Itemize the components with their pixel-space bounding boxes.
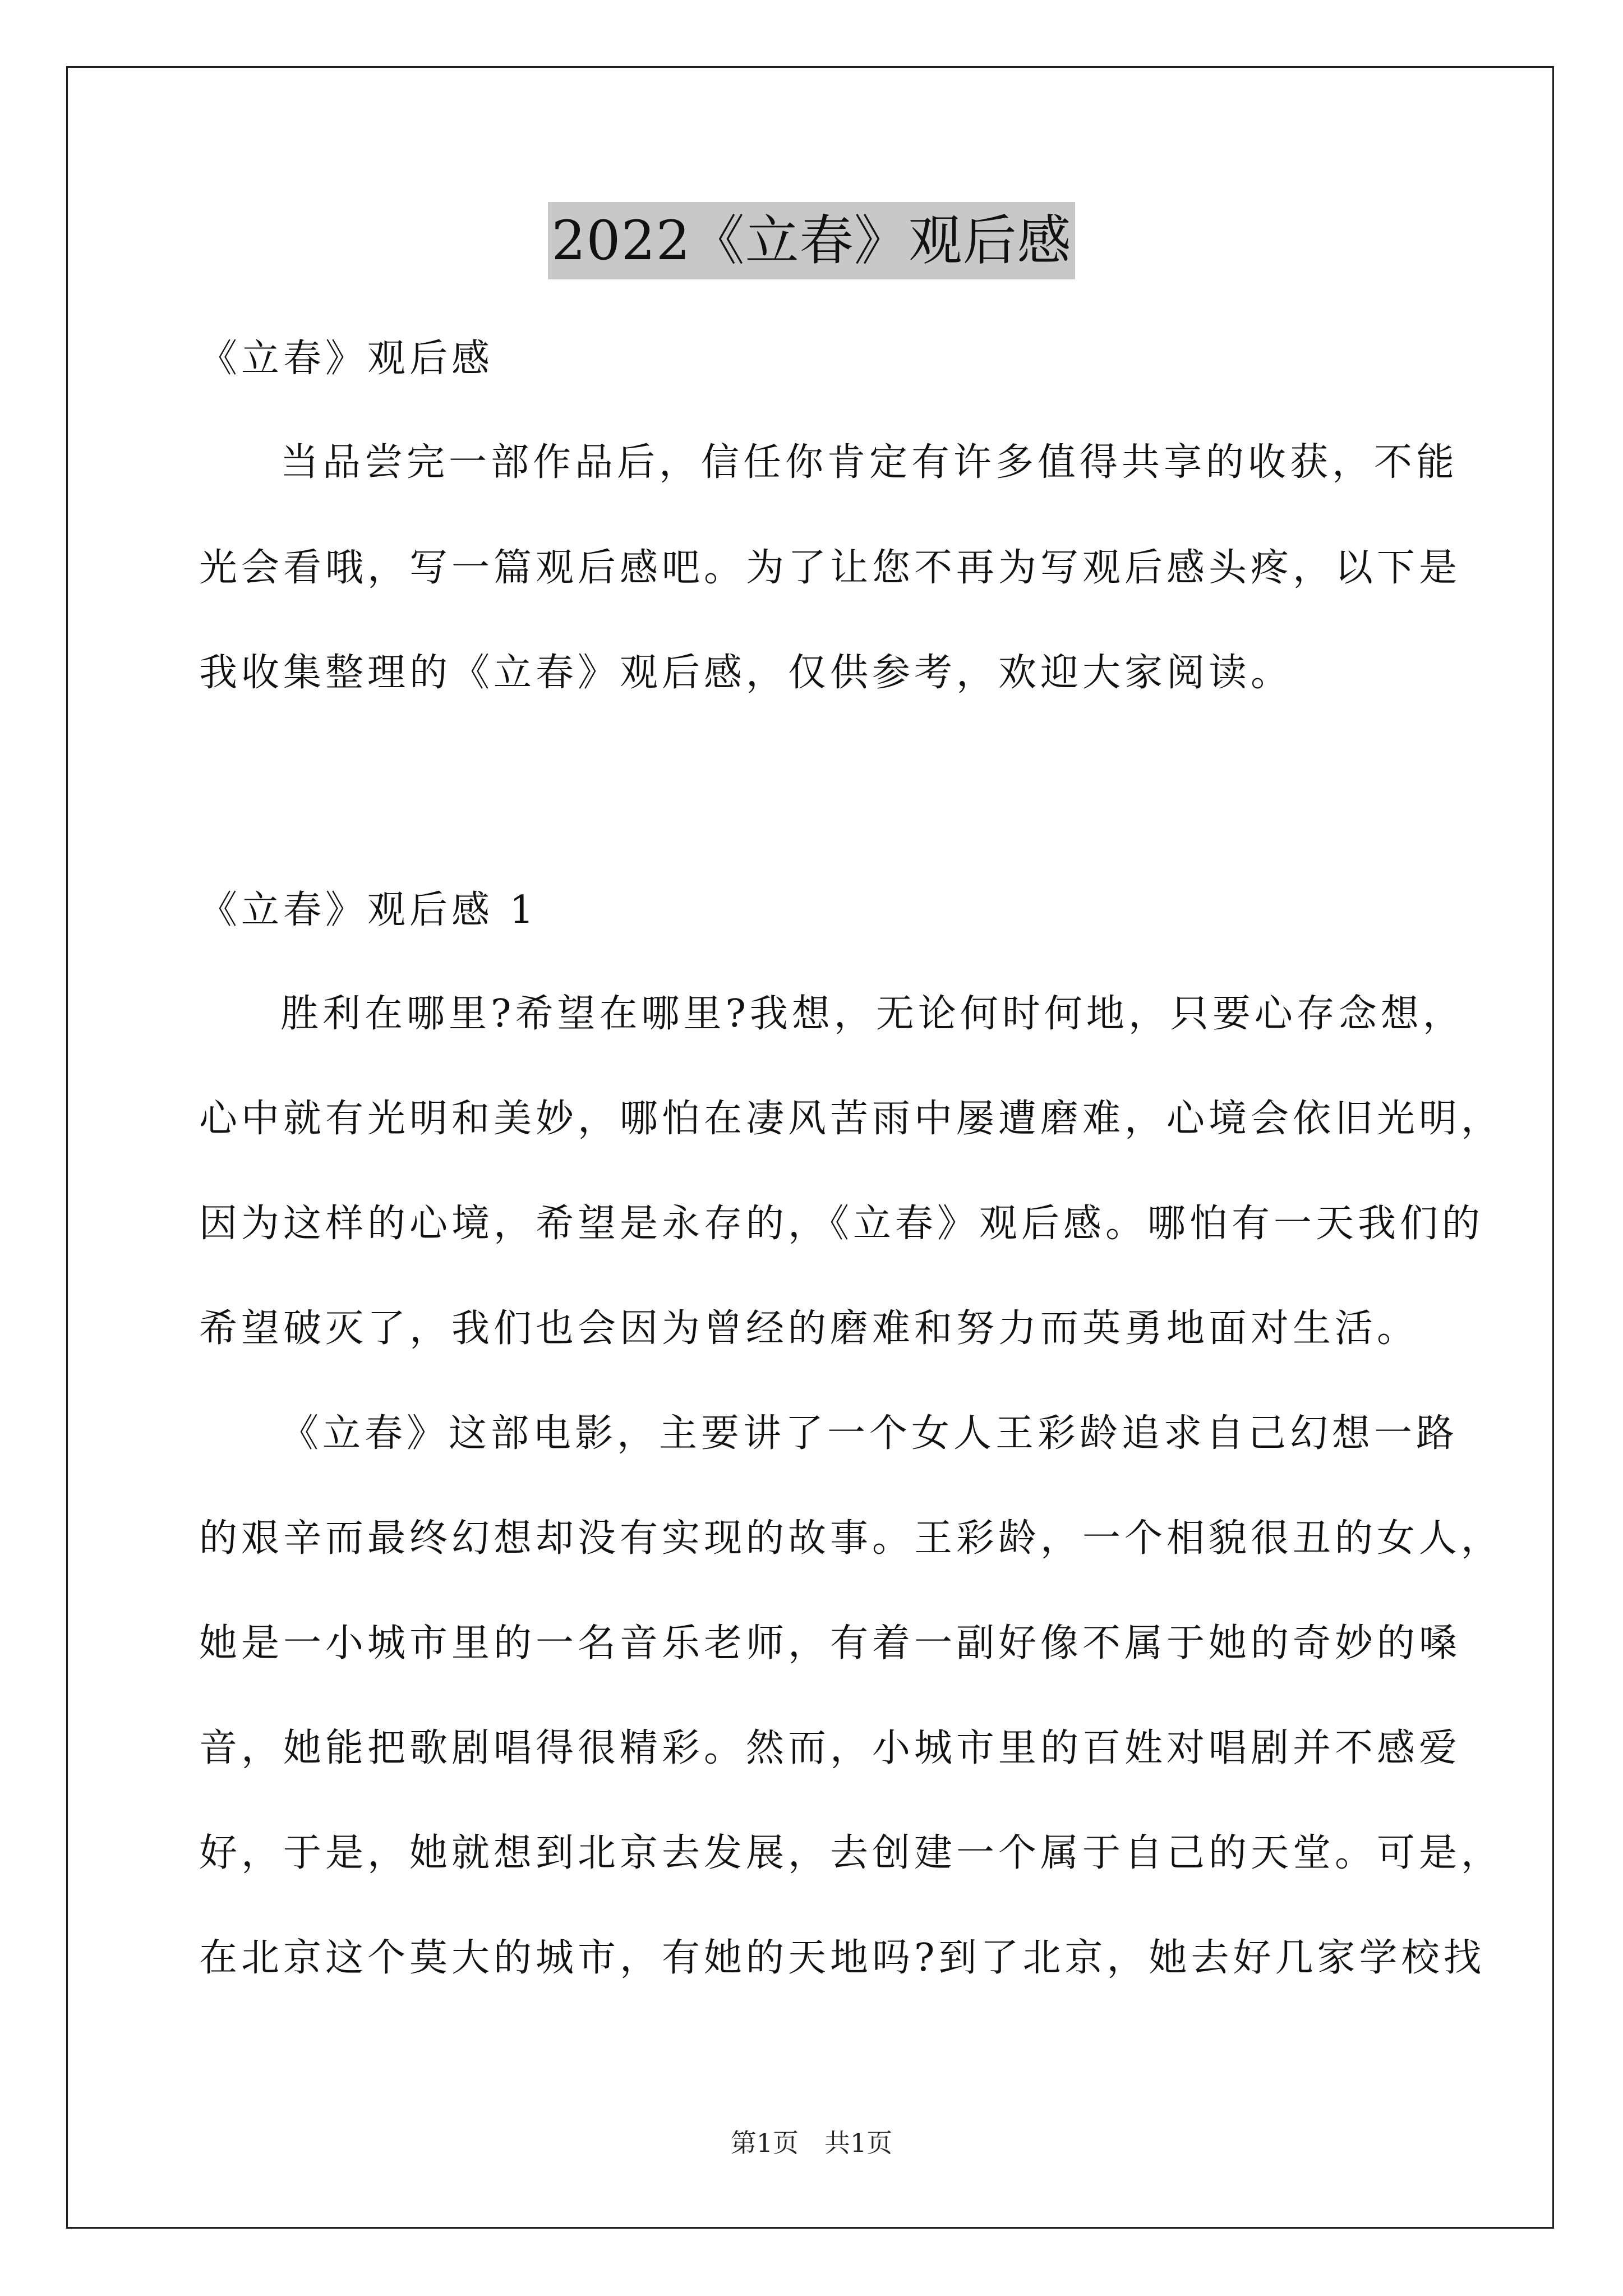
- title-block: [0, 202, 1623, 279]
- intro-paragraph-line: 光会看哦，写一篇观后感吧。为了让您不再为写观后感头疼，以下是: [199, 546, 1461, 590]
- page-footer: 第1页 共1页: [730, 2128, 893, 2158]
- body-paragraph-line: 胜利在哪里?希望在哪里?我想，无论何时何地，只要心存念想，: [280, 992, 1465, 1036]
- body-paragraph-line: 音，她能把歌剧唱得很精彩。然而，小城市里的百姓对唱剧并不感爱: [199, 1726, 1461, 1770]
- body-paragraph-line: 希望破灭了，我们也会因为曾经的磨难和努力而英勇地面对生活。: [199, 1306, 1419, 1351]
- intro-paragraph-line: 当品尝完一部作品后，信任你肯定有许多值得共享的收获，不能: [280, 440, 1459, 485]
- section-heading: 《立春》观后感 1: [199, 888, 538, 932]
- section-heading: 《立春》观后感: [199, 337, 494, 381]
- body-paragraph-line: 她是一小城市里的一名音乐老师，有着一副好像不属于她的奇妙的嗓: [199, 1621, 1461, 1665]
- body-paragraph-line: 心中就有光明和美妙，哪怕在凄风苦雨中屡遭磨难，心境会依旧光明，: [199, 1097, 1504, 1141]
- body-paragraph-line: 《立春》这部电影，主要讲了一个女人王彩龄追求自己幻想一路: [280, 1411, 1459, 1456]
- document-title: 2022《立春》观后感: [548, 202, 1075, 279]
- body-paragraph-line: 好，于是，她就想到北京去发展，去创建一个属于自己的天堂。可是，: [199, 1831, 1504, 1875]
- page-border: [66, 66, 1554, 2229]
- intro-paragraph-line: 我收集整理的《立春》观后感，仅供参考，欢迎大家阅读。: [199, 651, 1293, 695]
- body-paragraph-line: 在北京这个莫大的城市，有她的天地吗?到了北京，她去好几家学校找: [199, 1936, 1486, 1980]
- body-paragraph-line: 的艰辛而最终幻想却没有实现的故事。王彩龄，一个相貌很丑的女人，: [199, 1516, 1504, 1561]
- body-paragraph-line: 因为这样的心境，希望是永存的，《立春》观后感。哪怕有一天我们的: [199, 1202, 1484, 1246]
